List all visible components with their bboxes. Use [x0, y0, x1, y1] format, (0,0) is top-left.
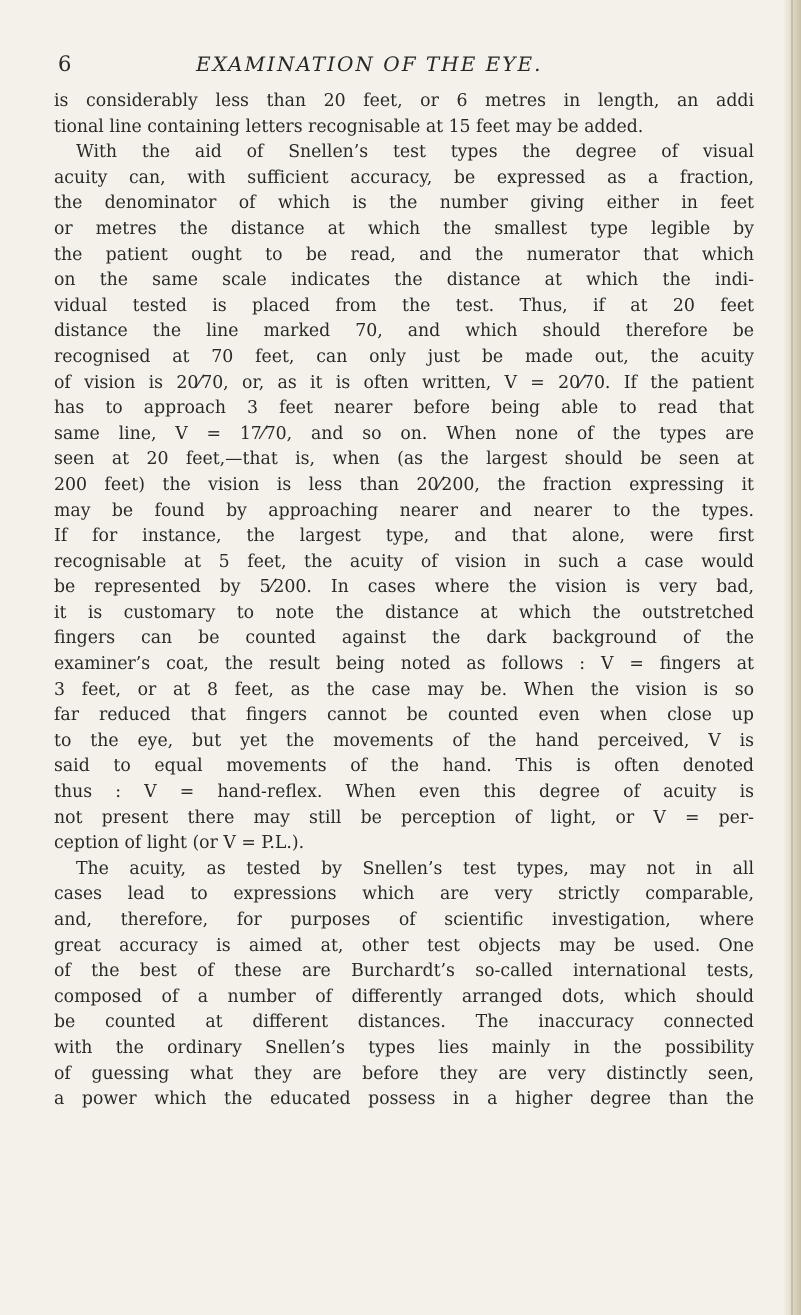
text-line: distance the line marked 70, and which should therefore be — [54, 321, 754, 342]
text-line: said to equal movements of the hand. This is often denoted — [54, 756, 754, 777]
running-head — [54, 52, 754, 82]
text-line: be counted at different distances. The inaccuracy connected — [54, 1012, 754, 1033]
text-line: examiner’s coat, the result being noted as follows : V = fingers at — [54, 654, 754, 675]
text-line: recognised at 70 feet, can only just be made out, the acuity — [54, 346, 754, 367]
text-line: great accuracy is aimed at, other test objects may be used. One — [54, 935, 754, 956]
text-line: be represented by 5⁄200. In cases where the vision is very bad, — [54, 577, 754, 598]
text-line: a power which the educated possess in a higher degree than the — [54, 1089, 754, 1110]
text-line: far reduced that fingers cannot be counted even when close up — [54, 705, 754, 726]
text-line: to the eye, but yet the movements of the hand perceived, V is — [54, 730, 754, 751]
text-line: seen at 20 feet,—that is, when (as the largest should be seen at — [54, 449, 754, 470]
text-line: same line, V = 17⁄70, and so on. When none of the types are — [54, 423, 754, 444]
text-line: cases lead to expressions which are very strictly comparable, — [54, 884, 754, 905]
text-line: fingers can be counted against the dark background of the — [54, 628, 754, 649]
text-line: on the same scale indicates the distance at which the indi- — [54, 270, 754, 291]
text-line: If for instance, the largest type, and that alone, were first — [54, 526, 754, 547]
text-line: The acuity, as tested by Snellen’s test types, may not in all — [76, 858, 754, 879]
text-line: ception of light (or V = P.L.). — [54, 833, 305, 854]
text-line: with the ordinary Snellen’s types lies mainly in the possibility — [54, 1037, 754, 1058]
running-title: EXAMINATION OF THE EYE. — [196, 52, 543, 76]
text-line: vidual tested is placed from the test. Thus, if at 20 feet — [54, 295, 754, 316]
page-edge-shadow — [783, 0, 801, 1315]
text-line: the denominator of which is the number giving either in feet — [54, 193, 754, 214]
text-line: not present there may still be perception of light, or V = per- — [54, 807, 754, 828]
text-line: may be found by approaching nearer and nearer to the types. — [54, 500, 754, 521]
text-line: tional line containing letters recognisable at 15 feet may be added. — [54, 116, 644, 137]
text-line: composed of a number of differently arranged dots, which should — [54, 986, 754, 1007]
text-line: and, therefore, for purposes of scientific investigation, where — [54, 910, 754, 930]
text-line: of the best of these are Burchardt’s so-called international tests, — [54, 961, 754, 982]
text-line: recognisable at 5 feet, the acuity of vision in such a case would — [54, 551, 754, 572]
text-line: is considerably less than 20 feet, or 6 metres in length, an addi — [54, 91, 754, 111]
text-line: or metres the distance at which the smallest type legible by — [54, 218, 754, 239]
text-line: of guessing what they are before they are very distinctly seen, — [54, 1063, 754, 1084]
text-line: has to approach 3 feet nearer before being able to read that — [54, 398, 754, 419]
body-text — [54, 89, 754, 1113]
text-line: With the aid of Snellen’s test types the degree of visual — [76, 142, 754, 163]
text-line: it is customary to note the distance at which the outstretched — [54, 602, 754, 623]
text-line: 3 feet, or at 8 feet, as the case may be. When the vision is so — [54, 679, 754, 700]
text-line: of vision is 20⁄70, or, as it is often written, V = 20⁄70. If the patient — [54, 372, 754, 393]
text-line: acuity can, with sufficient accuracy, be expressed as a fraction, — [54, 167, 754, 188]
text-line: 200 feet) the vision is less than 20⁄200, the fraction expressing it — [54, 474, 754, 495]
text-line: thus : V = hand-reflex. When even this degree of acuity is — [54, 782, 754, 803]
text-line: the patient ought to be read, and the numerator that which — [54, 244, 754, 265]
page-number: 6 — [58, 52, 73, 76]
